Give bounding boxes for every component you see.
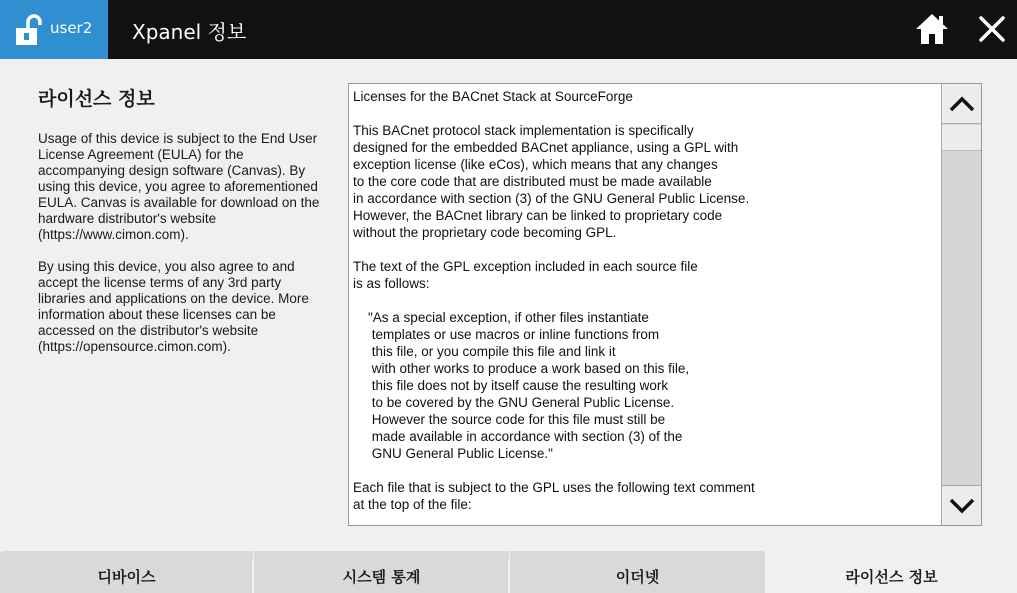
tab-ethernet[interactable]: 이더넷 — [510, 551, 765, 593]
license-text-box[interactable] — [348, 83, 982, 526]
license-text: Licenses for the BACnet Stack at SourceForge This BACnet protocol stack implementation is specifically designed for the embedded BACnet appliance, using a GPL with exception license (like eCos), which means that any changes to the core code that are distributed must be made available in accordance with section (3) of the GNU General Public License. However, the BACnet library can be linked to proprietary code without the proprietary code becoming GPL. The text of the GPL exception included in each source file is as follows: "As a special exception, if other files instantiate templates or use macros or inline functions from this file, or you compile this file and link it with other works to produce a work based on this file, this file does not by itself cause the resulting work to be covered by the GNU General Public License. However the source code for this file must still be made available in accordance with section (3) of the GNU General Public License." Each file that is subject to the GPL uses the following text comment at the top of the file: — [353, 89, 755, 512]
scroll-thumb[interactable] — [942, 125, 982, 151]
license-description — [38, 131, 330, 371]
top-bar — [0, 0, 1017, 59]
tab-device[interactable]: 디바이스 — [0, 551, 253, 593]
tab-license-info[interactable]: 라이선스 정보 — [766, 551, 1017, 593]
scrollbar[interactable] — [941, 84, 982, 525]
user-badge[interactable] — [0, 0, 108, 59]
bottom-tabs — [0, 551, 1017, 593]
third-party-paragraph: By using this device, you also agree to and accept the license terms of any 3rd party libraries and applications on the device. More information about these licenses can be accessed on the distributor's website (https://opensource.cimon.com). — [38, 259, 309, 354]
close-icon[interactable] — [977, 14, 1007, 44]
chevron-up-icon — [948, 95, 976, 113]
page-title: Xpanel 정보 — [132, 20, 247, 44]
user-name: user2 — [50, 19, 93, 37]
section-title: 라이선스 정보 — [38, 88, 155, 110]
scroll-up-button[interactable] — [942, 84, 982, 124]
unlock-icon — [15, 14, 45, 46]
chevron-down-icon — [948, 497, 976, 515]
eula-paragraph: Usage of this device is subject to the End User License Agreement (EULA) for the accompanying design software (Canvas). By using this device, you agree to aforementioned EULA. Canvas is available for download on the hardware distributor's website (https://www.cimon.com). — [38, 131, 320, 242]
home-icon[interactable] — [914, 12, 950, 46]
tab-system-stats[interactable]: 시스템 통계 — [254, 551, 509, 593]
scroll-down-button[interactable] — [942, 485, 982, 525]
